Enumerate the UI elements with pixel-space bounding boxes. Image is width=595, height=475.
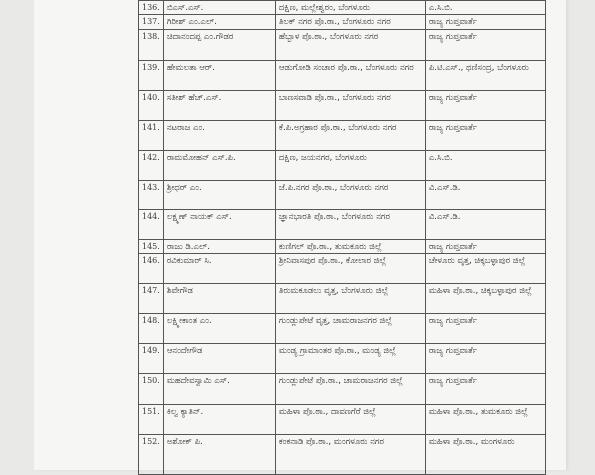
- row-number: 143.: [139, 181, 164, 210]
- current-posting: ಕುಣಿಗಲ್ ಪೊ.ಠಾ., ತುಮಕೂರು ಜಿಲ್ಲೆ: [275, 240, 425, 254]
- table-row: [139, 254, 546, 284]
- officer-name: ಮಹದೇವಸ್ವಾಮಿ ಎಸ್.: [163, 374, 275, 405]
- row-number: 147.: [139, 284, 164, 314]
- table-row: [139, 151, 546, 181]
- new-posting: ರಾಜ್ಯ ಗುಪ್ತವಾರ್ತೆ: [425, 344, 545, 374]
- table-row: [139, 121, 546, 151]
- officer-name: ರಾಜು ಡಿ.ಎಲ್.: [163, 240, 275, 254]
- row-number: 140.: [139, 91, 164, 121]
- table-row: [139, 240, 546, 254]
- officer-name: ಲಕ್ಷ್ಮಣ್ ನಾಯಕ್ ಎಸ್.: [163, 210, 275, 240]
- current-posting: ಮಹಿಳಾ ಪೊ.ಠಾ., ದಾವಣಗೆರೆ ಜಿಲ್ಲೆ: [275, 405, 425, 435]
- officer-name: ಚಿದಾನಂದಪ್ಪ ಎಂ.ಗೌಡರ: [163, 30, 275, 61]
- current-posting: ದಕ್ಷಿಣ, ಜಯನಗರ, ಬೆಂಗಳೂರು: [275, 151, 425, 181]
- row-number: 138.: [139, 30, 164, 61]
- current-posting: ಗುಂಡ್ಲುಪೇಟೆ ಪೊ.ಠಾ., ಚಾಮರಾಜನಗರ ಜಿಲ್ಲೆ: [275, 374, 425, 405]
- table-row: [139, 284, 546, 314]
- officer-name: ಅಶೋಕ್ ಪಿ.: [163, 435, 275, 475]
- current-posting: ಮಂಡ್ಯ ಗ್ರಾಮಾಂತರ ಪೊ.ಠಾ., ಮಂಡ್ಯ ಜಿಲ್ಲೆ: [275, 344, 425, 374]
- officer-name: ಶಿವೇಗೌಡ: [163, 284, 275, 314]
- table-row: [139, 30, 546, 61]
- row-number: 139.: [139, 61, 164, 91]
- officer-name: ಕಿಲ್ವ ಕ್ಯಾತಿನ್.: [163, 405, 275, 435]
- officer-name: ನಟರಾಜ ಎಂ.: [163, 121, 275, 151]
- current-posting: ಆಡುಗೋಡಿ ಸಂಚಾರ ಪೊ.ಠಾ., ಬೆಂಗಳೂರು ನಗರ: [275, 61, 425, 91]
- new-posting: ರಾಜ್ಯ ಗುಪ್ತವಾರ್ತೆ: [425, 240, 545, 254]
- new-posting: ರಾಜ್ಯ ಗುಪ್ತವಾರ್ತೆ: [425, 91, 545, 121]
- new-posting: ವಿ.ಎಸ್.ಡಿ.: [425, 210, 545, 240]
- row-number: 151.: [139, 405, 164, 435]
- table-row: [139, 210, 546, 240]
- current-posting: ಜ್ಞಾನಭಾರತಿ ಪೊ.ಠಾ., ಬೆಂಗಳೂರು ನಗರ: [275, 210, 425, 240]
- new-posting: ರಾಜ್ಯ ಗುಪ್ತವಾರ್ತೆ: [425, 314, 545, 344]
- new-posting: ರಾಜ್ಯ ಗುಪ್ತವಾರ್ತೆ: [425, 30, 545, 61]
- current-posting: ತಿಲಕ್ ನಗರ ಪೊ.ಠಾ., ಬೆಂಗಳೂರು ನಗರ: [275, 15, 425, 30]
- new-posting: ಮಹಿಳಾ ಪೊ.ಠಾ., ಮಂಗಳೂರು: [425, 435, 545, 475]
- transfer-table: [138, 0, 546, 475]
- new-posting: ರಾಜ್ಯ ಗುಪ್ತವಾರ್ತೆ: [425, 15, 545, 30]
- table-row: [139, 435, 546, 475]
- row-number: 144.: [139, 210, 164, 240]
- new-posting: ಪಿ.ಟಿ.ಎಸ್., ಥಣಿಸಂದ್ರ, ಬೆಂಗಳೂರು: [425, 61, 545, 91]
- table-row: [139, 374, 546, 405]
- current-posting: ತಿರುಮಕೂಡಲು ವೃತ್ತ, ಬೆಂಗಳೂರು ಜಿಲ್ಲೆ: [275, 284, 425, 314]
- table-row: [139, 91, 546, 121]
- table-row: [139, 181, 546, 210]
- new-posting: ಮಹಿಳಾ ಪೊ.ಠಾ., ಚಿಕ್ಕಬಳ್ಳಾಪುರ ಜಿಲ್ಲೆ: [425, 284, 545, 314]
- table-row: [139, 344, 546, 374]
- current-posting: ಜೆ.ಪಿ.ನಗರ ಪೊ.ಠಾ., ಬೆಂಗಳೂರು ನಗರ: [275, 181, 425, 210]
- new-posting: ಎ.ಸಿ.ಬಿ.: [425, 151, 545, 181]
- row-number: 146.: [139, 254, 164, 284]
- new-posting: ವಿ.ಎಸ್.ಡಿ.: [425, 181, 545, 210]
- current-posting: ದಕ್ಷಿಣ, ಮಲ್ಲೇಶ್ವರಂ, ಬೆಂಗಳೂರು: [275, 1, 425, 15]
- officer-name: ಹೇಮಲತಾ ಆರ್.: [163, 61, 275, 91]
- officer-name: ಬಿಎಸ್.ಎಸ್.: [163, 1, 275, 15]
- officer-name: ರಾಮಮೋಹನ್ ಎಸ್.ಪಿ.: [163, 151, 275, 181]
- table-row: [139, 405, 546, 435]
- table-row: [139, 314, 546, 344]
- table-row: [139, 61, 546, 91]
- current-posting: ಶ್ರೀನಿವಾಸಪುರ ಪೊ.ಠಾ., ಕೋಲಾರ ಜಿಲ್ಲೆ: [275, 254, 425, 284]
- row-number: 141.: [139, 121, 164, 151]
- current-posting: ಬಾಣಸವಾಡಿ ಪೊ.ಠಾ., ಬೆಂಗಳೂರು ನಗರ: [275, 91, 425, 121]
- row-number: 136.: [139, 1, 164, 15]
- row-number: 137.: [139, 15, 164, 30]
- officer-name: ಆನಂದೇಗೌಡ: [163, 344, 275, 374]
- new-posting: ಚೇಳೂರು ವೃತ್ತ, ಚಿಕ್ಕಬಳ್ಳಾಪುರ ಜಿಲ್ಲೆ: [425, 254, 545, 284]
- current-posting: ಹೆಬ್ಬಾಳ ಪೊ.ಠಾ., ಬೆಂಗಳೂರು ನಗರ: [275, 30, 425, 61]
- current-posting: ಕೆ.ಪಿ.ಅಗ್ರಹಾರ ಪೊ.ಠಾ., ಬೆಂಗಳೂರು ನಗರ: [275, 121, 425, 151]
- row-number: 152.: [139, 435, 164, 475]
- new-posting: ಮಹಿಳಾ ಪೊ.ಠಾ., ತುಮಕೂರು ಜಿಲ್ಲೆ: [425, 405, 545, 435]
- new-posting: ರಾಜ್ಯ ಗುಪ್ತವಾರ್ತೆ: [425, 121, 545, 151]
- officer-name: ಸತೀಶ್ ಹೆಚ್.ಎಸ್.: [163, 91, 275, 121]
- new-posting: ಎ.ಸಿ.ಬಿ.: [425, 1, 545, 15]
- current-posting: ಗುಂಡ್ಲುಪೇಟೆ ವೃತ್ತ, ಚಾಮರಾಜನಗರ ಜಿಲ್ಲೆ: [275, 314, 425, 344]
- row-number: 150.: [139, 374, 164, 405]
- officer-name: ಲಕ್ಷ್ಮೀಕಾಂತ ಎಂ.: [163, 314, 275, 344]
- row-number: 148.: [139, 314, 164, 344]
- current-posting: ಕಂಕನಾಡಿ ಪೊ.ಠಾ., ಮಂಗಳೂರು ನಗರ: [275, 435, 425, 475]
- new-posting: ರಾಜ್ಯ ಗುಪ್ತವಾರ್ತೆ: [425, 374, 545, 405]
- table-row: [139, 1, 546, 15]
- row-number: 142.: [139, 151, 164, 181]
- officer-name: ಶ್ರೀಧರ್ ಎಂ.: [163, 181, 275, 210]
- officer-name: ಗಿರೀಶ್ ಎಂ.ಎಲ್.: [163, 15, 275, 30]
- officer-name: ರವಿಕುಮಾರ್ ಸಿ.: [163, 254, 275, 284]
- row-number: 145.: [139, 240, 164, 254]
- table-row: [139, 15, 546, 30]
- document-page: [34, 0, 566, 470]
- row-number: 149.: [139, 344, 164, 374]
